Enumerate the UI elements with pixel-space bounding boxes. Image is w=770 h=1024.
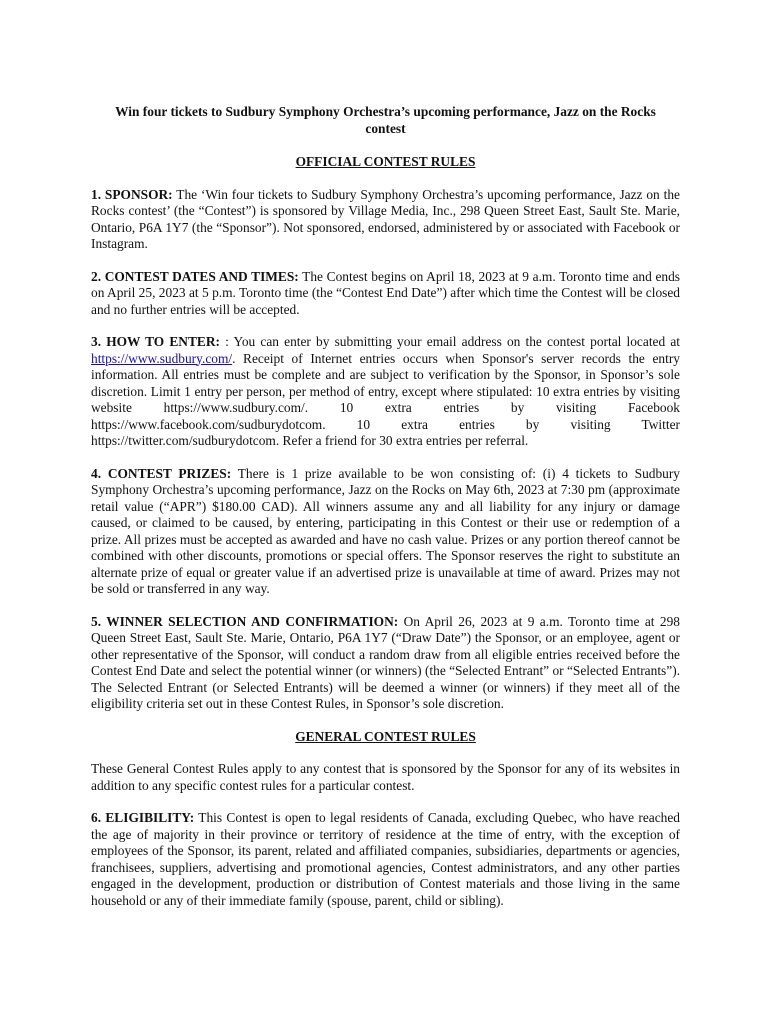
section-how-to-enter (91, 334, 680, 450)
section-how-to-enter-text-b: . Receipt of Internet entries occurs when Sponsor's server records the entry information. All entries must be complete and are subject to verification by the Sponsor, in Sponsor’s sole discretion. Limit 1 entry per person, per method of entry, except where stipulated: 10 extra entries by visiting website https://www.sudbury.com/. 10 extra entries by visiting Facebook https://www.facebook.com/sudburydotcom. 10 extra entries by visiting Twitter https://twitter.com/sudburydotcom. Refer a friend for 30 extra entries per referral. (91, 350, 680, 448)
official-rules-heading: OFFICIAL CONTEST RULES (295, 154, 476, 169)
section-prizes-label: 4. CONTEST PRIZES: (91, 465, 232, 481)
section-dates-text: The Contest begins on April 18, 2023 at 9 a.m. Toronto time and ends on April 25, 2023 at 5 p.m. Toronto time (the “Contest End Date”) after which time the Contest will be closed and no further entries will be accepted. (91, 268, 680, 317)
sudbury-portal-link[interactable]: https://www.sudbury.com/ (91, 350, 233, 366)
section-winner (91, 614, 680, 713)
general-intro: These General Contest Rules apply to any contest that is sponsored by the Sponsor for any of its websites in addition to any specific contest rules for a particular contest. (91, 761, 680, 793)
section-how-to-enter-text-a: : You can enter by submitting your email address on the contest portal located at (219, 334, 680, 349)
section-eligibility-label: 6. ELIGIBILITY: (91, 810, 195, 825)
section-dates (91, 269, 680, 319)
section-how-to-enter-label: 3. HOW TO ENTER: (91, 334, 220, 349)
section-prizes (91, 466, 680, 598)
section-winner-text: On April 26, 2023 at 9 a.m. Toronto time at 298 Queen Street East, Sault Ste. Marie, Ontario, P6A 1Y7 (“Draw Date”) the Sponsor, or an employee, agent or other representative of the Sponsor, will conduct a random draw from all eligible entries received before the Contest End Date and select the potential winner (or winners) (the “Selected Entrant” or “Selected Entrants”). The Selected Entrant (or Selected Entrants) will be deemed a winner (or winners) if they meet all of the eligibility criteria set out in these Contest Rules, in Sponsor’s sole discretion. (91, 613, 680, 711)
section-sponsor-text: The ‘Win four tickets to Sudbury Symphony Orchestra’s upcoming performance, Jazz on the Rocks contest’ (the “Contest”) is sponsored by Village Media, Inc., 298 Queen Street East, Sault Ste. Marie, Ontario, P6A 1Y7 (the “Sponsor”). Not sponsored, endorsed, administered by or associated with Facebook or Instagram. (91, 186, 680, 251)
contest-title: Win four tickets to Sudbury Symphony Orchestra’s upcoming performance, Jazz on the Rocks contest (115, 104, 656, 136)
section-sponsor (91, 187, 680, 253)
section-dates-label: 2. CONTEST DATES AND TIMES: (91, 268, 299, 284)
section-sponsor-label: 1. SPONSOR: (91, 186, 173, 202)
general-rules-heading: GENERAL CONTEST RULES (295, 728, 476, 744)
section-prizes-text: There is 1 prize available to be won consisting of: (i) 4 tickets to Sudbury Symphony Orchestra’s upcoming performance, Jazz on the Rocks on May 6th, 2023 at 7:30 pm (approximate retail value (“APR”) $180.00 CAD). All winners assume any and all liability for any injury or damage caused, or claimed to be caused, by entering, participating in this Contest or their use or redemption of a prize. All prizes must be accepted as awarded and have no cash value. Prizes or any portion thereof cannot be combined with other discounts, promotions or special offers. The Sponsor reserves the right to substitute an alternate prize of equal or greater value if an advertised prize is unavailable at time of award. Prizes may not be sold or transferred in any way. (91, 465, 681, 596)
section-eligibility-text: This Contest is open to legal residents of Canada, excluding Quebec, who have reached the age of majority in their province or territory of residence at the time of entry, with the exception of employees of the Sponsor, its parent, related and affiliated companies, subsidiaries, departments or agencies, franchisees, suppliers, advertising and promotional agencies, Contest administrators, and any other parties engaged in the development, production or distribution of Contest materials and those living in the same household or any of their immediate family (spouse, parent, child or sibling). (91, 810, 680, 908)
document-page (91, 104, 680, 925)
section-winner-label: 5. WINNER SELECTION AND CONFIRMATION: (91, 613, 399, 629)
section-eligibility (91, 810, 680, 909)
